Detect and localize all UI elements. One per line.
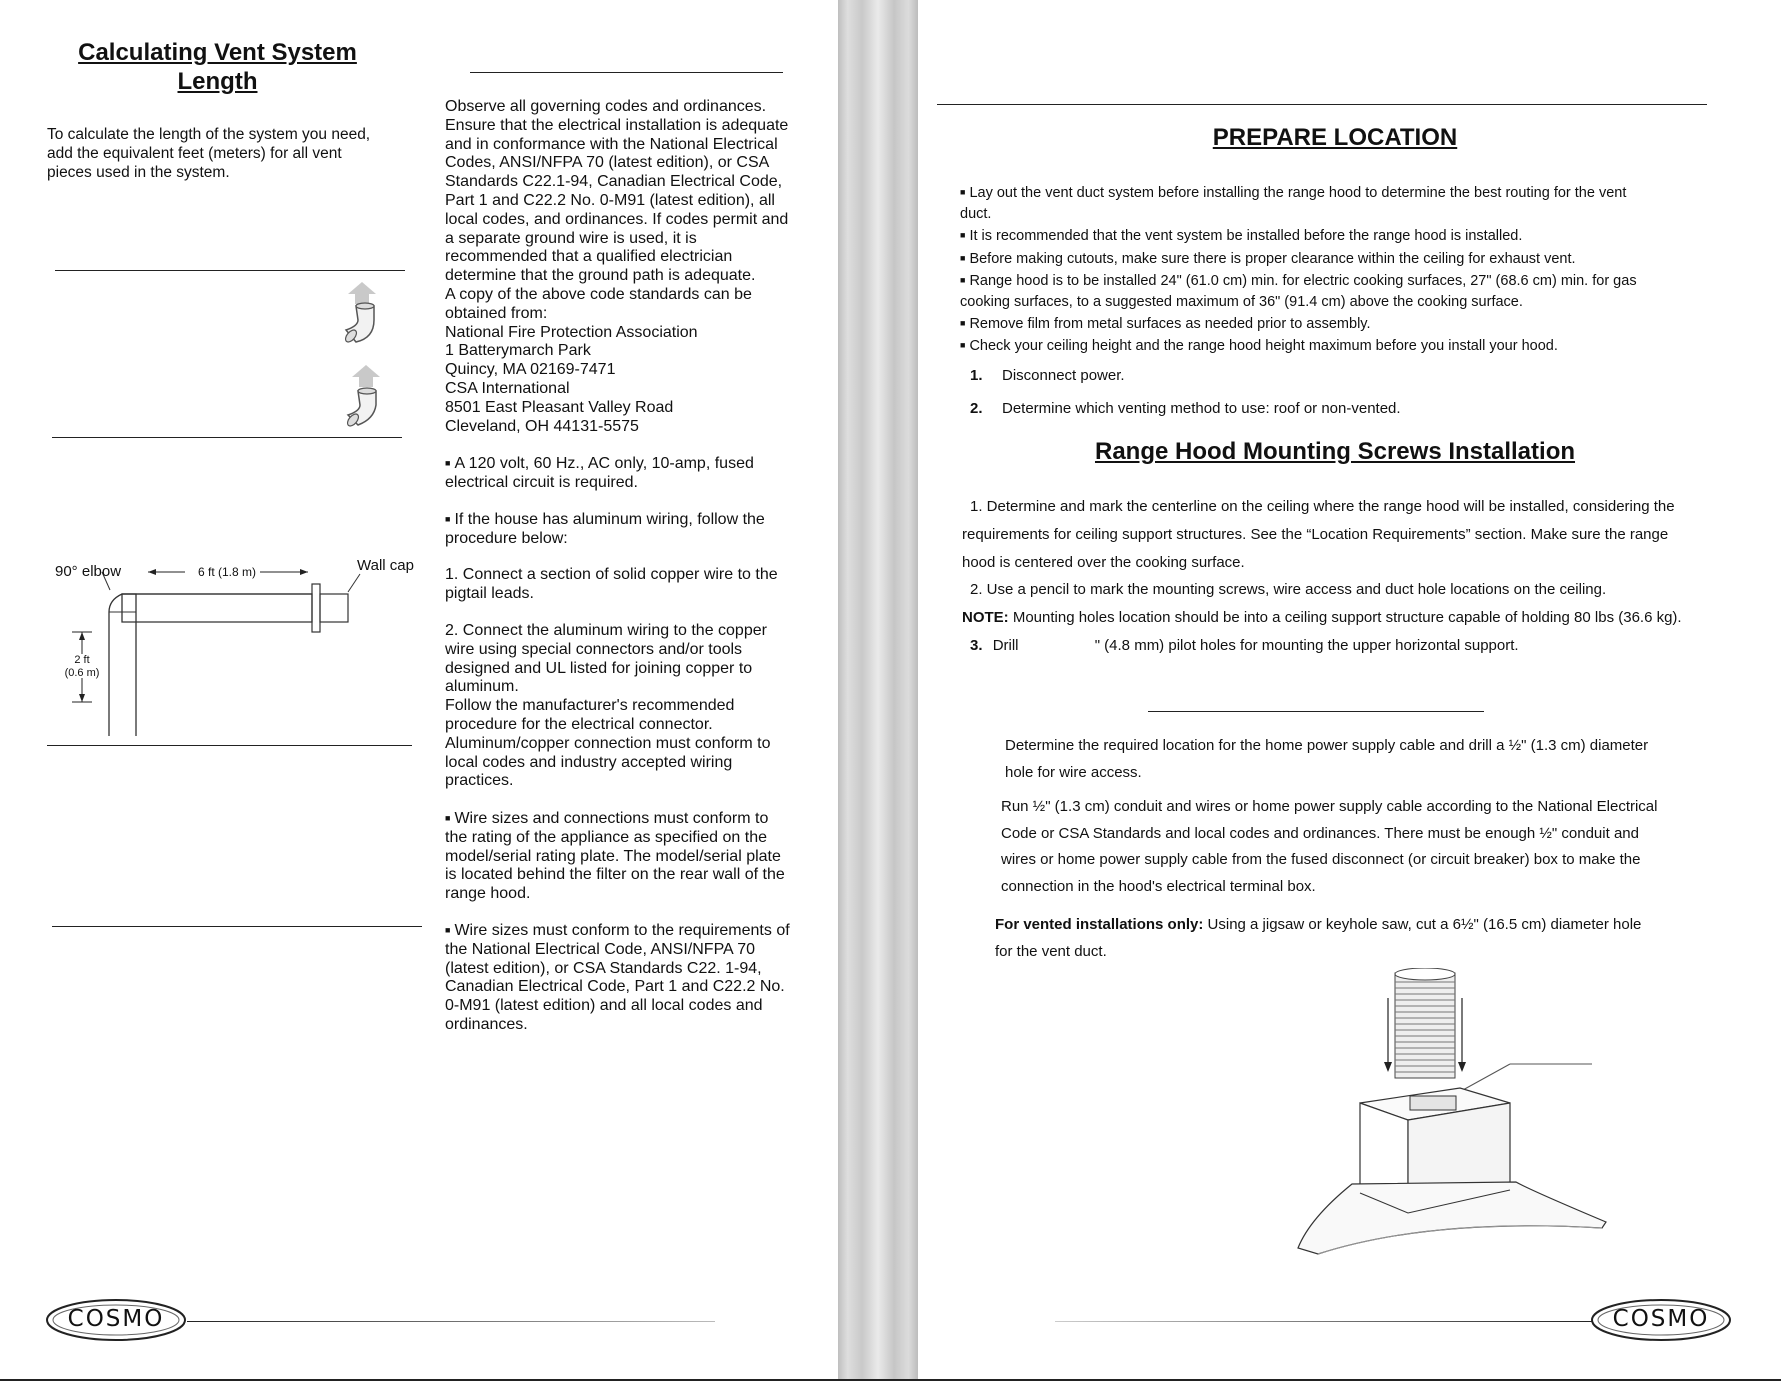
text-line: 1. Determine and mark the centerline on the ceiling where the range hood will be installed, considering the [970, 498, 1675, 515]
bullet-line: ■ Check your ceiling height and the range hood height maximum before you install your hood. [960, 335, 1750, 357]
conduit-instructions [1001, 794, 1741, 900]
vented-instructions [995, 911, 1735, 965]
step-number: 1. [970, 367, 983, 384]
power-supply-hole [1005, 733, 1745, 786]
text-line: 8501 East Pleasant Valley Road [445, 398, 674, 416]
bullet-line: ■ Before making cutouts, make sure there is proper clearance within the ceiling for exhaust vent. [960, 248, 1750, 270]
aluminum-step-2 [445, 622, 805, 791]
cosmo-logo-text: COSMO [67, 1306, 165, 1332]
vent-length-heading-line2: Length [177, 68, 258, 95]
step-text: Determine which venting method to use: roof or non-vented. [1002, 400, 1401, 417]
text-line: the rating of the appliance as specified on the [445, 828, 767, 846]
text-line: CSA International [445, 379, 570, 397]
text-line: 0-M91 (latest edition) and all local codes and [445, 997, 763, 1015]
length-label: 6 ft (1.8 m) [198, 565, 257, 579]
step-text: Disconnect power. [1002, 367, 1125, 384]
book-spine [838, 0, 918, 1381]
text-line: Codes, ANSI/NFPA 70 (latest edition), or CSA [445, 154, 770, 172]
text-line: connection in the hood's electrical terminal box. [1001, 877, 1316, 895]
prepare-step [970, 359, 1750, 392]
prepare-bullets [960, 182, 1750, 358]
text-line: Code or CSA Standards and local codes and ordinances. There must be enough ½" conduit and [1001, 824, 1639, 842]
bullet-line: ■ If the house has aluminum wiring, follow the [445, 510, 805, 530]
drill-text: " (4.8 mm) pilot holes for mounting the upper horizontal support. [1094, 636, 1519, 654]
aluminum-step-1 [445, 566, 805, 604]
text-line: a separate ground wire is used, it is [445, 229, 697, 247]
drill-step [962, 632, 1762, 660]
text-line: and in conformance with the National Electrical [445, 135, 778, 153]
note-label: NOTE: [962, 609, 1009, 627]
wire-sizes-code [445, 921, 815, 1035]
text-line: cooking surfaces, to a suggested maximum of 36" (91.4 cm) above the cooking surface. [960, 294, 1523, 311]
bullet-line: ■ Remove film from metal surfaces as needed prior to assembly. [960, 313, 1750, 335]
bullet-line: ■ A 120 volt, 60 Hz., AC only, 10-amp, fused [445, 454, 805, 474]
text-line: local codes and industry accepted wiring [445, 753, 733, 771]
text-line: is located behind the filter on the rear wall of the [445, 866, 785, 884]
circuit-requirement [445, 454, 805, 493]
electrical-requirements [445, 98, 805, 436]
text-line: hole for wire access. [1005, 763, 1142, 781]
range-hood-illustration [1290, 968, 1620, 1268]
aluminum-wiring [445, 510, 805, 549]
footer-rule [1055, 1321, 1593, 1322]
text-line: Cleveland, OH 44131-5575 [445, 417, 639, 435]
text-line: electrical circuit is required. [445, 473, 638, 491]
text-line: A copy of the above code standards can be [445, 285, 752, 303]
step-number: 2. [970, 400, 983, 417]
vent-intro [47, 125, 407, 182]
text-line [995, 911, 1735, 938]
text-line: Aluminum/copper connection must conform to [445, 734, 771, 752]
vent-intro-line: add the equivalent feet (meters) for all vent [47, 145, 342, 162]
text-line: duct. [960, 206, 992, 223]
mounting-screws-heading: Range Hood Mounting Screws Installation [1094, 438, 1576, 465]
wallcap-label: Wall cap [357, 557, 414, 574]
text-line: Determine the required location for the home power supply cable and drill a ½" (1.3 cm) diameter [1005, 737, 1649, 754]
divider [47, 745, 412, 746]
text-line: determine that the ground path is adequate. [445, 267, 756, 285]
mounting-screws-steps [962, 493, 1762, 660]
text-line: practices. [445, 772, 514, 790]
text-line: hood is centered over the cooking surface. [962, 553, 1245, 571]
vent-duct [1395, 968, 1455, 1078]
vented-text: Using a jigsaw or keyhole saw, cut a 6½" (16.5 cm) diameter hole [1203, 916, 1642, 933]
cosmo-logo [1590, 1298, 1732, 1342]
vent-length-heading [40, 38, 395, 96]
elbow-icon [340, 280, 388, 348]
note-text: Mounting holes location should be into a ceiling support structure capable of holding 80 lbs (36.6 kg). [1008, 609, 1682, 627]
text-line: Part 1 and C22.2 No. 0-M91 (latest edition), all [445, 191, 775, 209]
text-line: wires or home power supply cable from the fused disconnect (or circuit breaker) box to make the [1001, 851, 1641, 868]
vent-length-heading-line1: Calculating Vent System [78, 39, 357, 66]
text-line: wire using special connectors and/or tools [445, 640, 743, 658]
text-line: pigtail leads. [445, 584, 534, 602]
cosmo-logo [45, 1298, 187, 1342]
step-number: 3. [970, 636, 983, 654]
text-line: recommended that a qualified electrician [445, 248, 733, 266]
divider [52, 437, 402, 438]
text-line: procedure for the electrical connector. [445, 715, 713, 733]
elbow-label: 90° elbow [55, 563, 122, 580]
text-line: for the vent duct. [995, 943, 1107, 960]
drill-word: Drill [992, 636, 1019, 654]
text-line: Observe all governing codes and ordinances. [445, 98, 767, 115]
text-line: local codes, and ordinances. If codes permit and [445, 210, 789, 228]
prepare-step [970, 392, 1750, 425]
text-line: obtained from: [445, 304, 548, 322]
bullet-line: ■ Lay out the vent duct system before installing the range hood to determine the best routing for the vent [960, 182, 1750, 204]
text-line: 2. Use a pencil to mark the mounting screws, wire access and duct hole locations on the ceiling. [970, 581, 1607, 599]
text-line: procedure below: [445, 529, 568, 547]
bullet-line: ■ Wire sizes must conform to the requirements of [445, 921, 815, 941]
height-label [58, 654, 106, 680]
text-line: 2. Connect the aluminum wiring to the copper [445, 622, 767, 639]
bullet-line: ■ Range hood is to be installed 24" (61.0 cm) min. for electric cooking surfaces, 27" (68.6 cm) min. for gas [960, 270, 1750, 292]
text-line: model/serial rating plate. The model/serial plate [445, 847, 781, 865]
vent-diagram [50, 550, 430, 740]
text-line: Ensure that the electrical installation is adequate [445, 116, 789, 134]
vent-intro-line: To calculate the length of the system you need, [47, 126, 371, 143]
prepare-location-heading: PREPARE LOCATION [1212, 124, 1458, 151]
bullet-line: ■ Wire sizes and connections must conform to [445, 809, 805, 829]
text-line: (latest edition), or CSA Standards C22. 1-94, [445, 959, 762, 977]
text-line: range hood. [445, 885, 531, 903]
text-line: ordinances. [445, 1015, 528, 1033]
wire-sizes [445, 809, 805, 904]
height-label-line: 2 ft [74, 654, 90, 666]
elbow-icon [340, 363, 388, 431]
text-line: National Fire Protection Association [445, 323, 698, 341]
mounting-note [962, 604, 1762, 632]
text-line: the National Electrical Code, ANSI/NFPA 70 [445, 940, 756, 958]
vent-intro-line: pieces used in the system. [47, 164, 230, 181]
text-line: Standards C22.1-94, Canadian Electrical Code, [445, 173, 783, 191]
text-line: Run ½" (1.3 cm) conduit and wires or home power supply cable according to the National Electrical [1001, 798, 1658, 815]
bullet-line: ■ It is recommended that the vent system be installed before the range hood is installed. [960, 225, 1750, 247]
text-line: Follow the manufacturer's recommended [445, 697, 735, 715]
divider [937, 104, 1707, 105]
text-line: 1. Connect a section of solid copper wire to the [445, 566, 778, 583]
cosmo-logo-text: COSMO [1612, 1306, 1710, 1332]
text-line: requirements for ceiling support structures. See the “Location Requirements” section. Make sure the range [962, 525, 1669, 543]
prepare-steps [970, 359, 1750, 425]
text-line: Canadian Electrical Code, Part 1 and C22.2 No. [445, 978, 785, 996]
text-line: Quincy, MA 02169-7471 [445, 361, 616, 379]
divider [1148, 711, 1484, 712]
vented-label: For vented installations only: [995, 916, 1204, 933]
text-line: aluminum. [445, 678, 519, 696]
divider [55, 270, 405, 271]
height-label-line: (0.6 m) [64, 667, 100, 679]
text-line: designed and UL listed for joining copper to [445, 659, 753, 677]
divider [52, 926, 422, 927]
footer-rule [187, 1321, 715, 1322]
text-line: 1 Batterymarch Park [445, 342, 591, 360]
divider [470, 72, 783, 73]
